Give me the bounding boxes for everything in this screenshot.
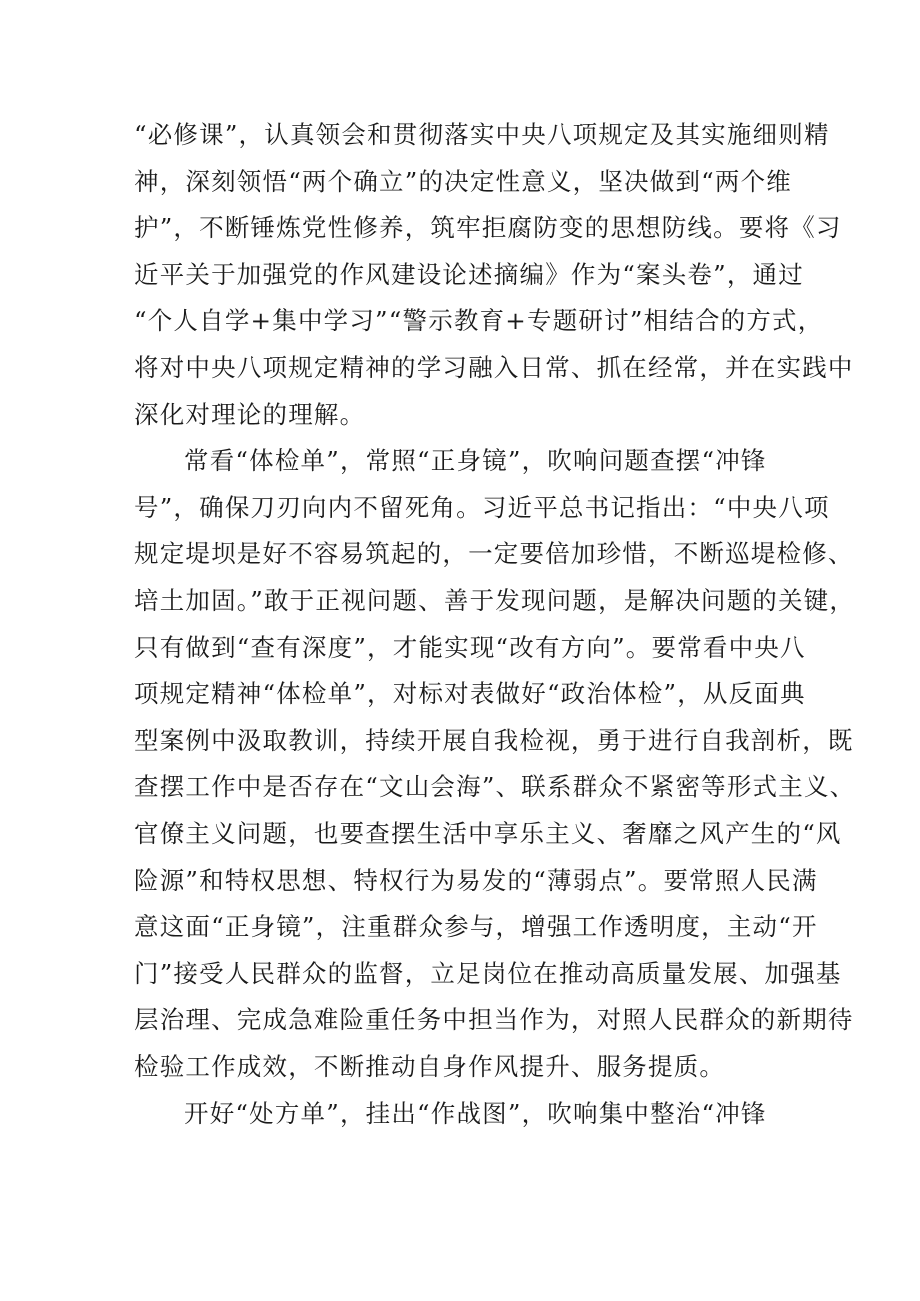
text-line-4: 近平关于加强党的作风建设论述摘编》作为“案头卷”，通过 [134, 260, 804, 289]
text-line-16: 官僚主义问题，也要查摆生活中享乐主义、奢靡之风产生的“风 [134, 819, 842, 848]
text-line-20: 层治理、完成急难险重任务中担当作为，对照人民群众的新期待 [134, 1005, 854, 1034]
text-line-9: 号”，确保刀刃向内不留死角。习近平总书记指出：“中央八项 [134, 493, 830, 522]
text-line-3: 护”，不断锤炼党性修养，筑牢拒腐防变的思想防线。要将《习 [134, 213, 842, 242]
text-line-1: “必修课”，认真领会和贯彻落实中央八项规定及其实施细则精 [134, 120, 830, 149]
paragraph-2-first-line: 常看“体检单”，常照“正身镜”，吹响问题查摆“冲锋 [184, 446, 767, 475]
text-line-17: 险源”和特权思想、特权行为易发的“薄弱点”。要常照人民满 [134, 866, 818, 895]
text-line-12: 只有做到“查有深度”，才能实现“改有方向”。要常看中央八 [134, 633, 806, 662]
text-line-11: 培土加固。”敢于正视问题、善于发现问题，是解决问题的关键， [134, 586, 856, 615]
text-line-7: 深化对理论的理解。 [134, 400, 366, 429]
text-line-5: “个人自学+集中学习”“警示教育+专题研讨”相结合的方式， [134, 306, 824, 335]
text-line-14: 型案例中汲取教训，持续开展自我检视，勇于进行自我剖析，既 [134, 726, 854, 755]
text-line-6: 将对中央八项规定精神的学习融入日常、抓在经常，并在实践中 [134, 353, 854, 382]
text-line-13: 项规定精神“体检单”，对标对表做好“政治体检”，从反面典 [134, 679, 806, 708]
text-line-2: 神，深刻领悟“两个确立”的决定性意义，坚决做到“两个维 [134, 167, 792, 196]
text-line-10: 规定堤坝是好不容易筑起的，一定要倍加珍惜，不断巡堤检修、 [134, 539, 854, 568]
text-line-18: 意这面“正身镜”，注重群众参与，增强工作透明度，主动“开 [134, 912, 818, 941]
paragraph-3-first-line: 开好“处方单”，挂出“作战图”，吹响集中整治“冲锋 [184, 1099, 767, 1128]
text-line-19: 门”接受人民群众的监督，立足岗位在推动高质量发展、加强基 [134, 959, 842, 988]
text-line-15: 查摆工作中是否存在“文山会海”、联系群众不紧密等形式主义、 [134, 772, 856, 801]
text-line-21: 检验工作成效，不断推动自身作风提升、服务提质。 [134, 1052, 726, 1081]
